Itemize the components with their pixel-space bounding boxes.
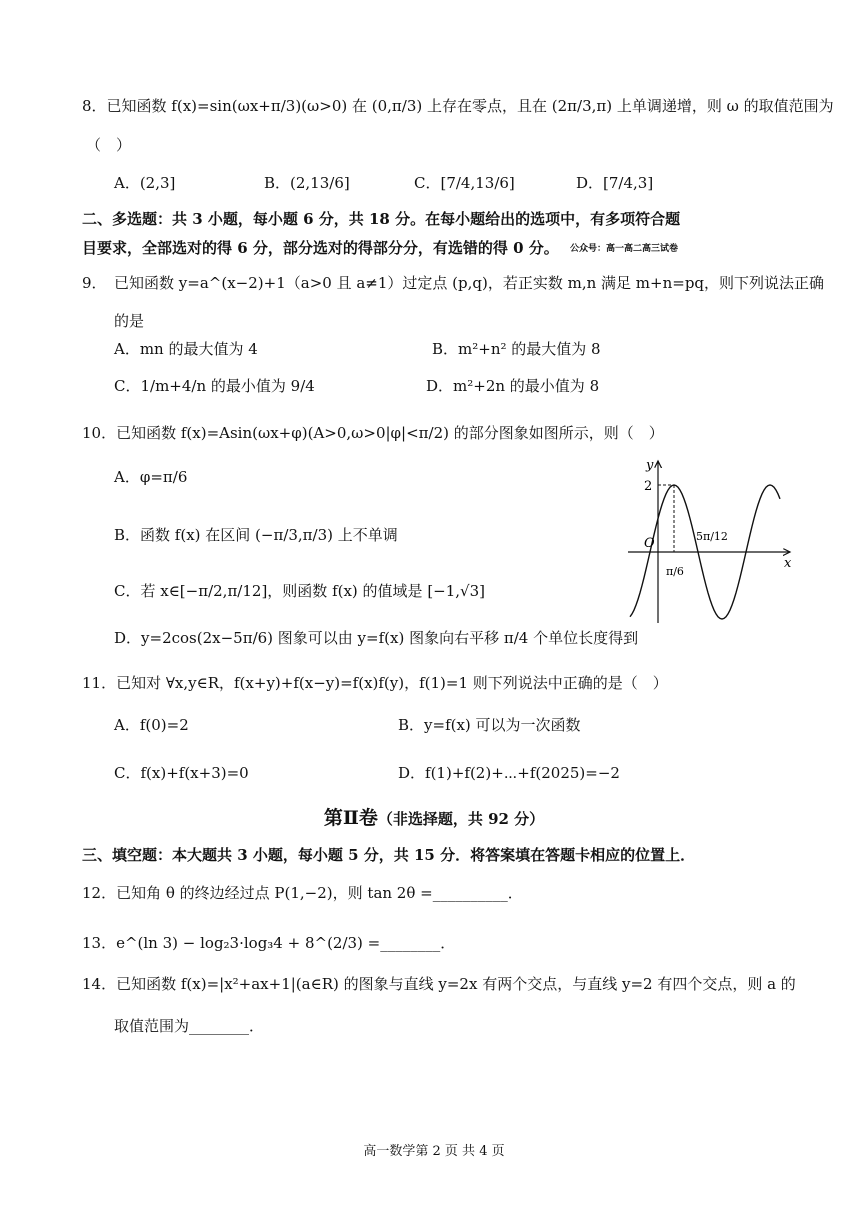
question-11-stem: 11．已知对 ∀x,y∈R，f(x+y)+f(x−y)=f(x)f(y)，f(1)=1 则下列说法中正确的是（ ） (82, 674, 668, 692)
question-9-option-a: A．mn 的最大值为 4 (114, 340, 258, 358)
part-2-heading (0, 803, 868, 830)
question-8-option-b: B．(2,13/6] (264, 174, 350, 192)
section-2-line-1: 二、多选题：共 3 小题，每小题 6 分，共 18 分。在每小题给出的选项中，有多项符合题 (82, 210, 681, 228)
page-footer: 高一数学第 2 页 共 4 页 (363, 1144, 505, 1159)
sine-graph-figure (620, 455, 800, 630)
question-10-option-b: B．函数 f(x) 在区间 (−π/3,π/3) 上不单调 (114, 526, 398, 544)
question-10-option-a: A．φ=π/6 (114, 468, 188, 486)
question-8-option-c: C．[7/4,13/6] (414, 174, 515, 192)
question-9-option-d: D．m²+2n 的最小值为 8 (426, 377, 600, 395)
part-2-title: 第Ⅱ卷 (323, 807, 378, 829)
question-14: 14．已知函数 f(x)=|x²+ax+1|(a∈R) 的图象与直线 y=2x 有两个交点，与直线 y=2 有四个交点，则 a 的 (82, 975, 796, 993)
question-9-option-c: C．1/m+4/n 的最小值为 9/4 (114, 377, 315, 395)
question-11-option-d: D．f(1)+f(2)+⋯+f(2025)=−2 (398, 764, 620, 782)
question-14-cont: 取值范围为________． (114, 1017, 265, 1035)
section-3-heading: 三、填空题：本大题共 3 小题，每小题 5 分，共 15 分．将答案填在答题卡相应的位置上． (82, 846, 696, 864)
question-12: 12．已知角 θ 的终边经过点 P(1,−2)，则 tan 2θ =__________． (82, 884, 523, 902)
question-9-stem-cont: 的是 (114, 312, 145, 330)
question-10-stem: 10．已知函数 f(x)=Asin(ωx+φ)(A>0,ω>0|φ|<π/2) 的部分图象如图所示，则（ ） (82, 424, 664, 442)
y-axis-label: y (646, 458, 654, 473)
question-11-option-a: A．f(0)=2 (114, 716, 189, 734)
question-11-option-c: C．f(x)+f(x+3)=0 (114, 764, 249, 782)
origin-label: O (644, 536, 655, 551)
question-9-stem: 9． 已知函数 y=a^(x−2)+1（a>0 且 a≠1）过定点 (p,q)，若正实数 m,n 满足 m+n=pq，则下列说法正确 (82, 274, 825, 292)
peak-value-label: 2 (644, 479, 653, 494)
question-13: 13．e^(ln 3) − log₂3·log₃4 + 8^(2/3) =________． (82, 934, 456, 952)
watermark-text: 公众号：高一高二高三试卷 (570, 244, 679, 254)
question-9-option-b: B．m²+n² 的最大值为 8 (432, 340, 601, 358)
question-10-option-d: D．y=2cos(2x−5π/6) 图象可以由 y=f(x) 图象向右平移 π/4 个单位长度得到 (114, 629, 639, 647)
tick-label-5pi-over-12: 5π/12 (696, 530, 728, 543)
section-2-line-2: 目要求，全部选对的得 6 分，部分选对的得部分分，有选错的得 0 分。 (82, 239, 559, 257)
x-axis-label: x (784, 556, 792, 571)
question-11-option-b: B．y=f(x) 可以为一次函数 (398, 716, 581, 734)
question-8-option-a: A．(2,3] (114, 174, 176, 192)
question-8-stem: 8．已知函数 f(x)=sin(ωx+π/3)(ω>0) 在 (0,π/3) 上存在零点，且在 (2π/3,π) 上单调递增，则 ω 的取值范围为 (82, 97, 834, 115)
tick-label-pi-over-6: π/6 (666, 565, 684, 578)
question-10-option-c: C．若 x∈[−π/2,π/12]，则函数 f(x) 的值域是 [−1,√3] (114, 582, 486, 600)
question-8-paren: （ ） (86, 136, 132, 154)
part-2-subtitle: （非选择题，共 92 分） (377, 810, 545, 828)
question-8-option-d: D．[7/4,3] (576, 174, 654, 192)
